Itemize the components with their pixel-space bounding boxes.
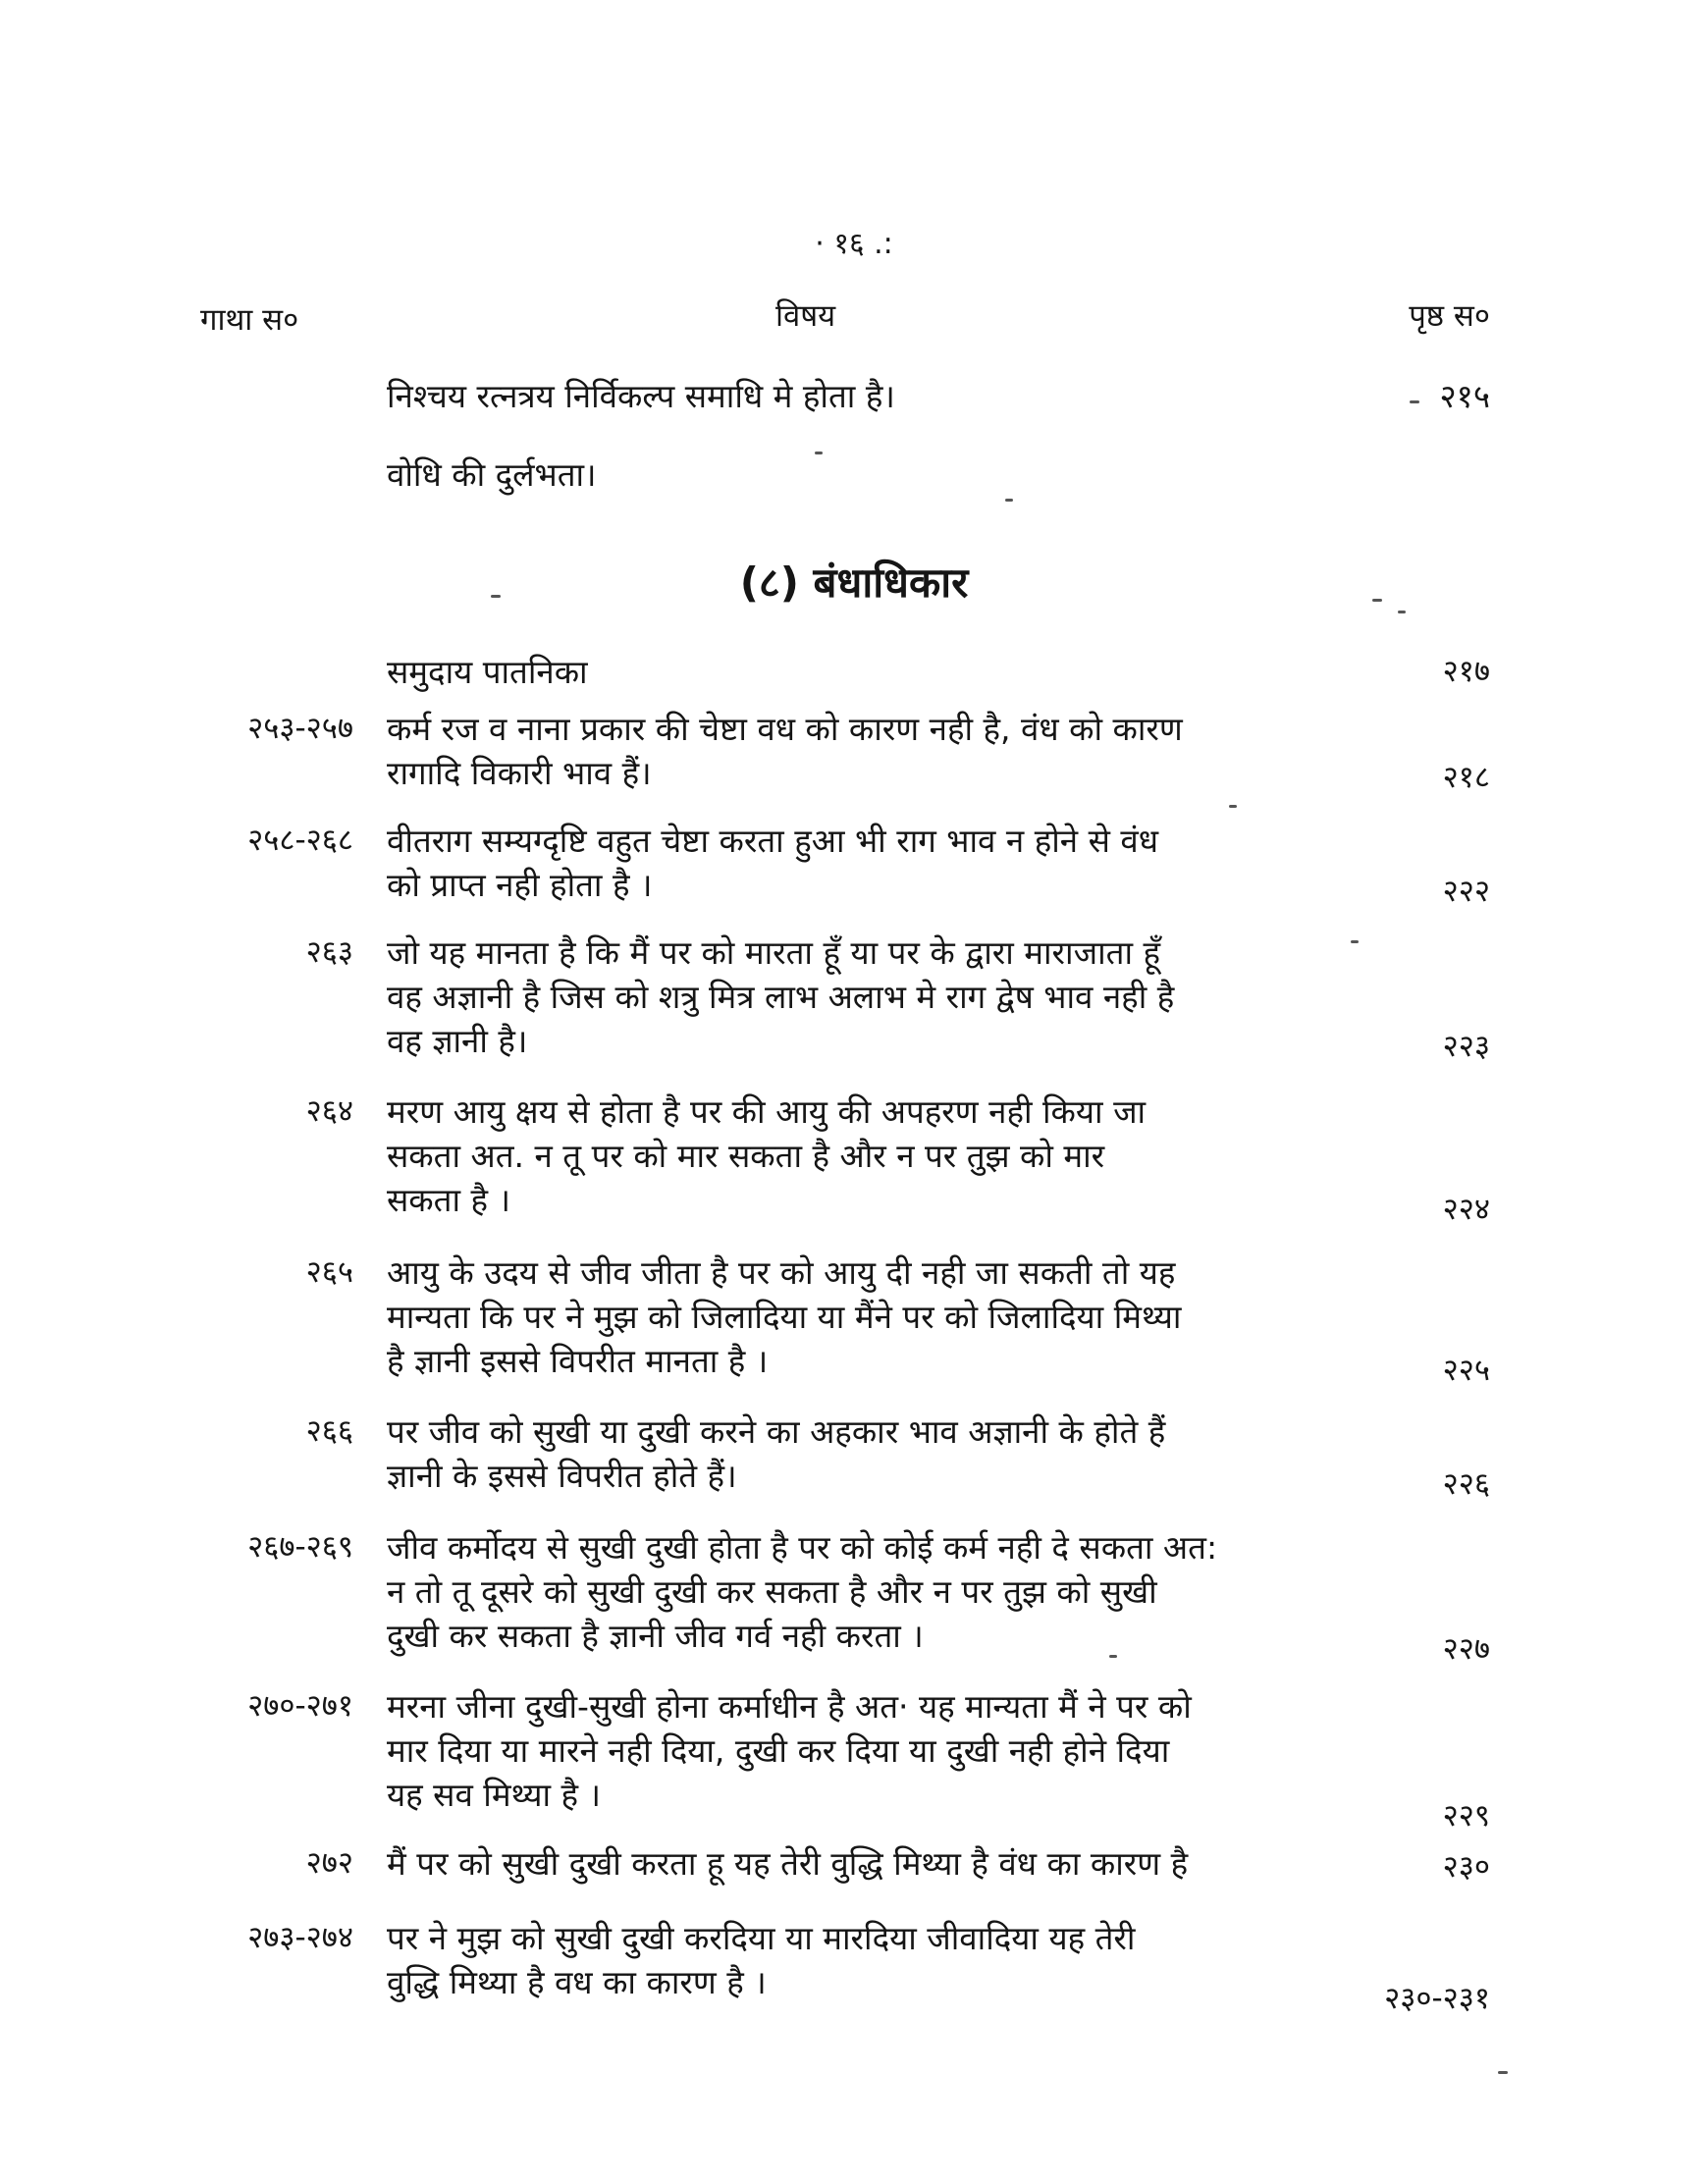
entry-text (387, 931, 1319, 1063)
header-vishay: विषय (775, 298, 836, 334)
entry-text (387, 1841, 1319, 1886)
gatha-number: २७३-२७४ (247, 1920, 353, 1955)
entry-line: वह ज्ञानी है। (387, 1022, 528, 1060)
scan-speck (1351, 940, 1359, 943)
entry-line: यह सव मिथ्या है । (387, 1776, 602, 1814)
page-ref: २३०-२३१ (1384, 1981, 1490, 2016)
entry-line: कर्म रज व नाना प्रकार की चेष्टा वध को कारण नही है, वंध को कारण (387, 710, 1183, 748)
gatha-number: २६६ (305, 1413, 353, 1449)
entry-line: पर ने मुझ को सुखी दुखी करदिया या मारदिया जीवादिया यह तेरी (387, 1919, 1136, 1957)
header-page: पृष्ठ स० (1409, 298, 1490, 334)
entry-line: ज्ञानी के इससे विपरीत होते हैं। (387, 1457, 737, 1495)
entry-text (387, 1250, 1319, 1383)
entry-text (387, 650, 1319, 694)
top-entry-1-page: २१५ (1439, 377, 1490, 415)
entry-text (387, 1916, 1319, 2004)
entry-line: समुदाय पातनिका (387, 653, 588, 691)
entry-line: रागादि विकारी भाव हैं। (387, 754, 652, 792)
entry-line: मरण आयु क्षय से होता है पर की आयु की अपहरण नही किया जा (387, 1092, 1147, 1131)
page-number: · १६ .: (815, 227, 893, 261)
entry-line: आयु के उदय से जीव जीता है पर को आयु दी नही जा सकती तो यह (387, 1253, 1176, 1292)
entry-line: मरना जीना दुखी-सुखी होना कर्माधीन है अत· यह मान्यता मैं ने पर को (387, 1687, 1192, 1726)
scan-speck (491, 595, 501, 598)
entry-text (387, 819, 1319, 907)
gatha-number: २५३-२५७ (247, 711, 353, 746)
page-ref: २२७ (1442, 1631, 1490, 1667)
entry-line: मैं पर को सुखी दुखी करता हू यह तेरी वुद्धि मिथ्या है वंध का कारण है (387, 1844, 1189, 1883)
page-ref: २३० (1442, 1849, 1490, 1885)
entry-text (387, 707, 1319, 795)
scan-speck (1109, 1655, 1117, 1658)
entry-line: को प्राप्त नही होता है । (387, 866, 653, 904)
entry-line: सकता अत. न तू पर को मार सकता है और न पर तुझ को मार (387, 1137, 1105, 1175)
entry-line: दुखी कर सकता है ज्ञानी जीव गर्व नही करता । (387, 1617, 924, 1655)
entry-line: जीव कर्मोदय से सुखी दुखी होता है पर को कोई कर्म नही दे सकता अत: (387, 1528, 1218, 1567)
gatha-number: २७२ (305, 1845, 353, 1881)
page-ref: २२४ (1442, 1192, 1490, 1227)
gatha-number: २५८-२६८ (247, 823, 353, 858)
gatha-number: २६७-२६९ (247, 1529, 353, 1565)
entry-line: जो यह मानता है कि मैं पर को मारता हूँ या पर के द्वारा माराजाता हूँ (387, 933, 1161, 972)
gatha-number: २६४ (305, 1093, 353, 1129)
entry-line: वह अज्ञानी है जिस को शत्रु मित्र लाभ अलाभ मे राग द्वेष भाव नही है (387, 978, 1175, 1016)
top-entry-1-text: निश्चय रत्नत्रय निर्विकल्प समाधि मे होता है। (387, 377, 895, 415)
page-ref: २२३ (1442, 1029, 1490, 1064)
entry-text (387, 1090, 1319, 1222)
entry-line: सकता है । (387, 1181, 511, 1219)
entry-line: वीतराग सम्यग्दृष्टि वहुत चेष्टा करता हुआ भी राग भाव न होने से वंध (387, 822, 1159, 860)
entry-text (387, 1684, 1319, 1817)
page-ref: २१७ (1442, 654, 1490, 689)
entry-line: मान्यता कि पर ने मुझ को जिलादिया या मैंने पर को जिलादिया मिथ्या (387, 1298, 1182, 1336)
section-title: (८) बंधाधिकार (739, 559, 969, 607)
entry-text (387, 1410, 1319, 1498)
page-ref: २२५ (1442, 1353, 1490, 1388)
gatha-number: २६५ (305, 1254, 353, 1290)
header-gatha: गाथा स० (200, 302, 299, 338)
scan-speck (1498, 2071, 1508, 2074)
gatha-number: २७०-२७१ (247, 1688, 353, 1724)
gatha-number: २६३ (305, 934, 353, 970)
entry-line: है ज्ञानी इससे विपरीत मानता है । (387, 1342, 769, 1380)
entry-line: न तो तू दूसरे को सुखी दुखी कर सकता है और न पर तुझ को सुखी (387, 1572, 1157, 1611)
page-ref: २२९ (1442, 1798, 1490, 1834)
page-ref: २२६ (1442, 1466, 1490, 1502)
scan-speck (1229, 805, 1237, 808)
entry-line: वुद्धि मिथ्या है वध का कारण है । (387, 1963, 767, 2001)
page-ref: २१८ (1442, 760, 1490, 795)
scan-speck (1005, 499, 1013, 502)
scan-speck (815, 452, 823, 454)
page-ref: २२२ (1442, 874, 1490, 909)
entry-line: पर जीव को सुखी या दुखी करने का अहकार भाव अज्ञानी के होते हैं (387, 1412, 1166, 1451)
top-entry-2-text: वोधि की दुर्लभता। (387, 455, 597, 494)
scan-speck (1398, 611, 1406, 613)
scan-speck (1410, 400, 1419, 403)
entry-line: मार दिया या मारने नही दिया, दुखी कर दिया या दुखी नही होने दिया (387, 1731, 1170, 1770)
scan-speck (1372, 599, 1382, 602)
entry-text (387, 1525, 1319, 1658)
